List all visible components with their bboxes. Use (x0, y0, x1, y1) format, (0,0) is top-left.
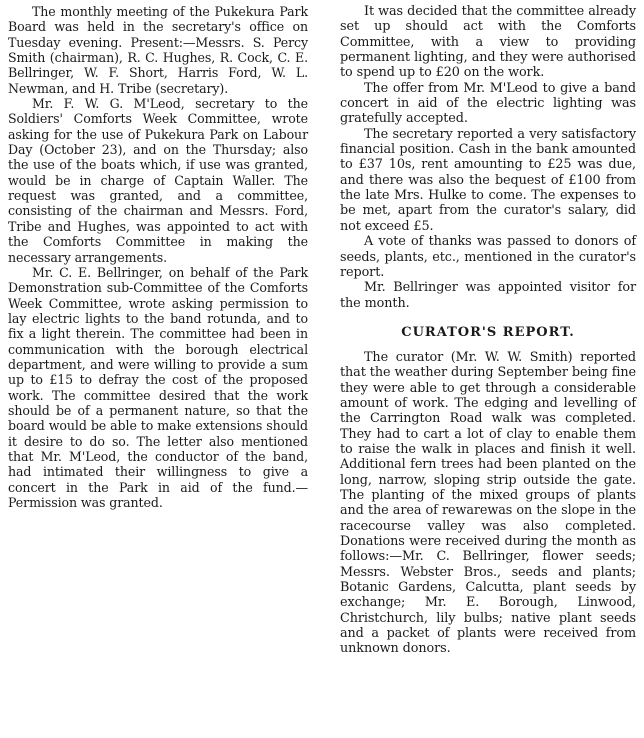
paragraph-visitor-appointment: Mr. Bellringer was appointed visitor for the month. (340, 280, 636, 311)
right-column (340, 4, 636, 657)
section-heading-curators-report: CURATOR'S REPORT. (401, 324, 575, 340)
paragraph-band-concert-offer: The offer from Mr. M'Leod to give a band concert in aid of the electric lighting was gratefully accepted. (340, 80, 636, 127)
paragraph-vote-of-thanks: A vote of thanks was passed to donors of seeds, plants, etc., mentioned in the curator's report. (340, 234, 636, 280)
paragraph-electric-lights-request: Mr. C. E. Bellringer, on behalf of the Park Demonstration sub-Committee of the Comforts Week Committee, wrote asking permission to lay electric lights to the band rotunda, and to fix a light therein. The committee had been in communication with the borough electrical department, and were willing to provide a sum up to £15 to defray the cost of the proposed work. The committee desired that the work should be of a permanent nature, so that the board would be able to make extensions should it desire to do so. The letter also mentioned that Mr. M'Leod, the conductor of the band, had intimated their willingness to give a concert in the Park in aid of the fund.—Permission was granted. (8, 264, 308, 510)
paragraph-financial-report: The secretary reported a very satisfactory financial position. Cash in the bank amounted to £37 10s, rent amounting to £25 was due, and there was also the bequest of £100 from the late Mrs. Hulke to come. The expenses to be met, apart from the curator's salary, did not exceed £5. (340, 126, 636, 234)
paragraph-comforts-week-request: Mr. F. W. G. M'Leod, secretary to the Soldiers' Comforts Week Committee, wrote asking for the use of Pukekura Park on Labour Day (October 23), and on the Thursday; also the use of the boats which, if use was granted, would be in charge of Captain Waller. The request was granted, and a committee, consisting of the chairman and Messrs. Ford, Tribe and Hughes, was appointed to act with the Comforts Committee in making the necessary arrangements. (8, 96, 308, 265)
paragraph-curators-report: The curator (Mr. W. W. Smith) reported that the weather during September being fine they were able to get through a considerable amount of work. The edging and levelling of the Carrington Road walk was completed. They had to cart a lot of clay to enable them to raise the walk in places and finish it well. Additional fern trees had been planted on the long, narrow, sloping strip outside the gate. The planting of the mixed groups of plants and the area of rewarewas on the slope in the racecourse valley was also completed. Donations were received during the month as follows:—Mr. C. Bellringer, flower seeds; Messrs. Webster Bros., seeds and plants; Botanic Gardens, Calcutta, plant seeds by exchange; Mr. E. Borough, Linwood, Christchurch, lily bulbs; native plant seeds and a packet of plants were received from unknown donors. (340, 349, 636, 657)
paragraph-meeting-attendance: The monthly meeting of the Pukekura Park Board was held in the secretary's office on Tuesday evening. Present:—Messrs. S. Percy Smith (chairman), R. C. Hughes, R. Cock, C. E. Bellringer, W. F. Short, Harris Ford, W. L. Newman, and H. Tribe (secretary). (8, 4, 308, 96)
paragraph-lighting-committee: It was decided that the committee already set up should act with the Comforts Committee, with a view to providing permanent lighting, and they were authorised to spend up to £20 on the work. (340, 4, 636, 81)
left-column (8, 4, 308, 510)
